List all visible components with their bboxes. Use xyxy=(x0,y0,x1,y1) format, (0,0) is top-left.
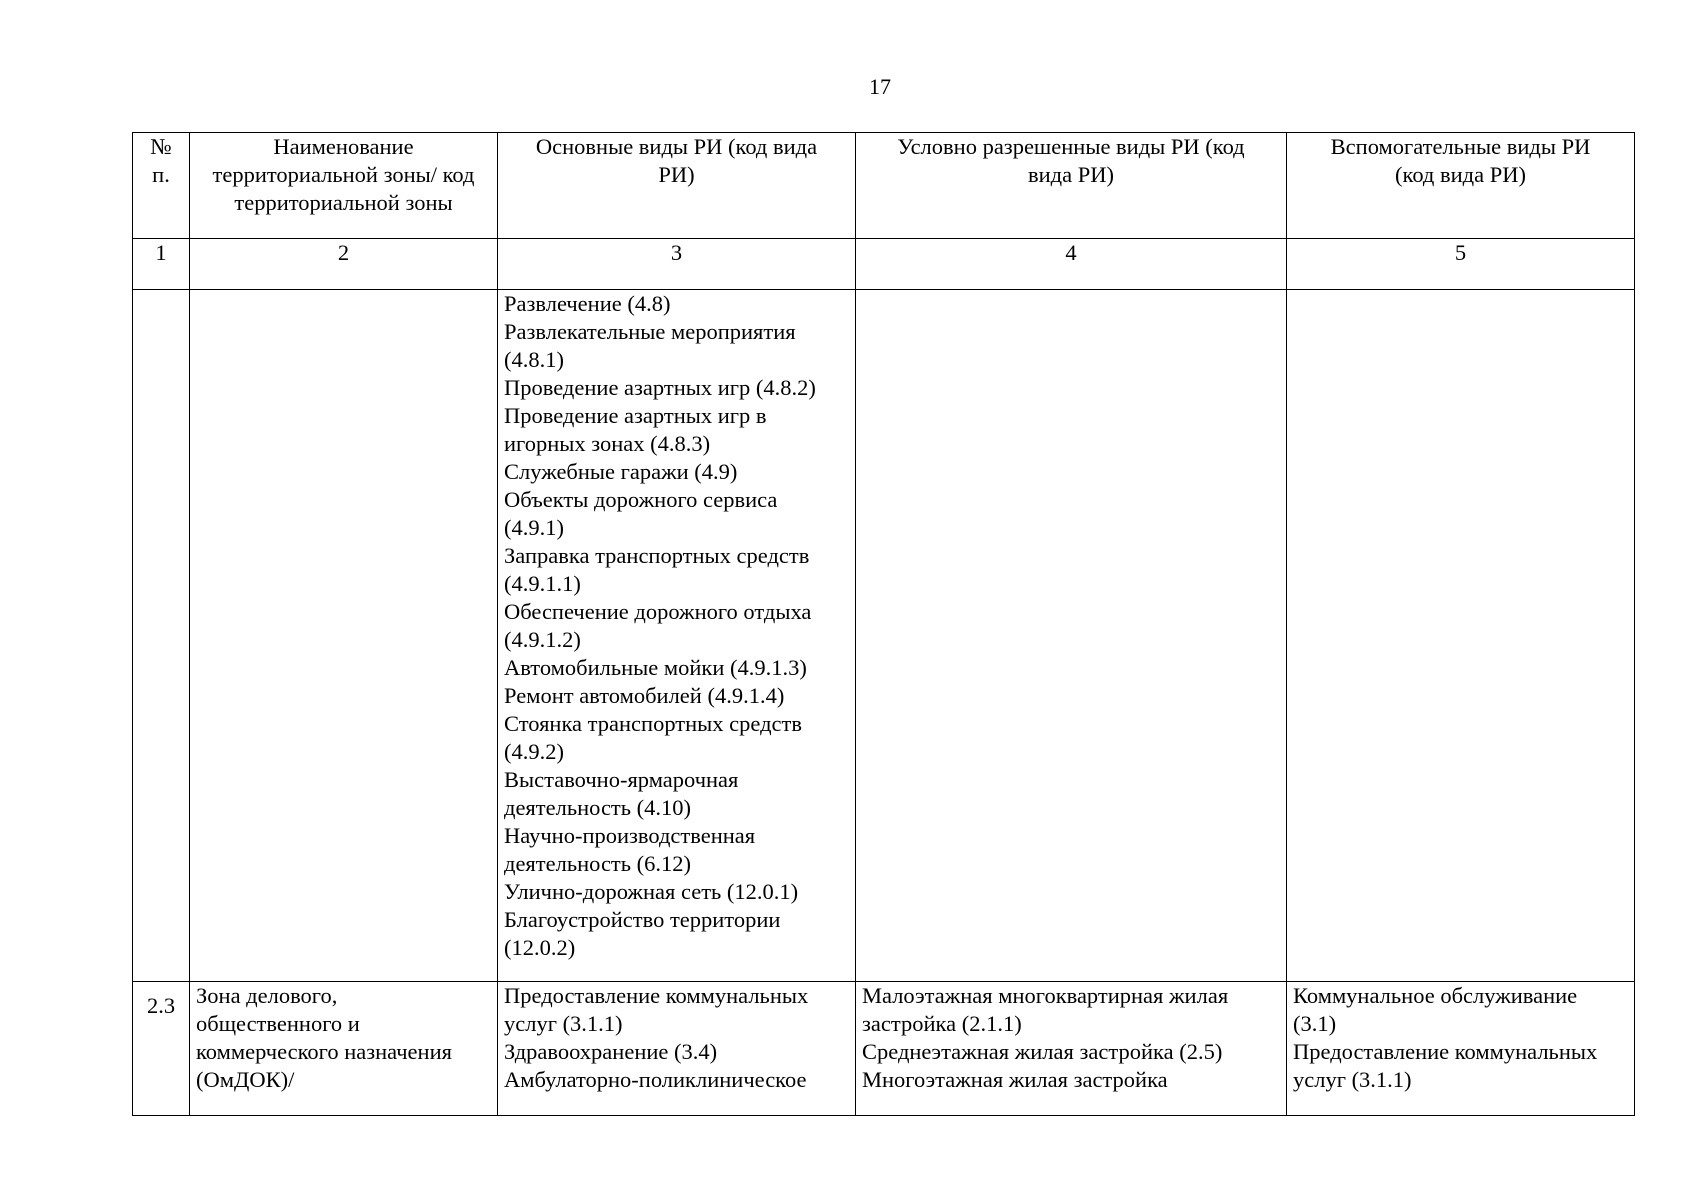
column-number: 4 xyxy=(856,239,1287,290)
column-number: 3 xyxy=(498,239,856,290)
text-line: Вспомогательные виды РИ xyxy=(1330,134,1591,159)
text-line: (4.9.1) xyxy=(504,515,564,540)
text-line: Служебные гаражи (4.9) xyxy=(504,459,738,484)
text-line: Стоянка транспортных средств xyxy=(504,711,802,736)
text-line: территориальной зоны/ код xyxy=(212,162,475,187)
cell-empty xyxy=(133,290,190,982)
text-line: Предоставление коммунальных xyxy=(1293,1039,1598,1064)
text-line: Среднеэтажная жилая застройка (2.5) xyxy=(862,1039,1223,1064)
text-line: Научно-производственная xyxy=(504,823,756,848)
cell-empty xyxy=(1287,290,1635,982)
header-cell-num xyxy=(133,133,190,239)
text-line: Развлекательные мероприятия xyxy=(504,319,796,344)
text-line: услуг (3.1.1) xyxy=(1293,1067,1412,1092)
cell-empty xyxy=(856,290,1287,982)
text-line: общественного и xyxy=(196,1011,360,1036)
continuation-row xyxy=(133,290,1635,982)
header-row xyxy=(133,133,1635,239)
text-line: застройка (2.1.1) xyxy=(862,1011,1022,1036)
text-line: деятельность (6.12) xyxy=(504,851,692,876)
text-line: Многоэтажная жилая застройка xyxy=(862,1067,1168,1092)
text-line: Заправка транспортных средств xyxy=(504,543,810,568)
text-line: Коммунальное обслуживание xyxy=(1293,983,1578,1008)
text-line: Ремонт автомобилей (4.9.1.4) xyxy=(504,683,785,708)
cell-empty xyxy=(190,290,498,982)
row-number: 2.3 xyxy=(133,982,190,1116)
text-line: Амбулаторно-поликлиническое xyxy=(504,1067,807,1092)
text-line: Автомобильные мойки (4.9.1.3) xyxy=(504,655,807,680)
cell-zone-name xyxy=(190,982,498,1116)
text-line: № xyxy=(150,134,172,159)
text-line: (4.9.1.2) xyxy=(504,627,581,652)
text-line: РИ) xyxy=(658,162,695,187)
cell-auxiliary-uses-list xyxy=(1287,982,1635,1116)
text-line: (12.0.2) xyxy=(504,935,576,960)
cell-main-uses-list xyxy=(498,290,856,982)
column-number: 2 xyxy=(190,239,498,290)
text-line: Благоустройство территории xyxy=(504,907,781,932)
text-line: Обеспечение дорожного отдыха xyxy=(504,599,812,624)
cell-main-uses-list xyxy=(498,982,856,1116)
column-number-row xyxy=(133,239,1635,290)
text-line: Предоставление коммунальных xyxy=(504,983,809,1008)
text-line: (4.9.2) xyxy=(504,739,564,764)
text-line: Развлечение (4.8) xyxy=(504,291,671,316)
header-cell-zone-name xyxy=(190,133,498,239)
header-cell-main-uses xyxy=(498,133,856,239)
text-line: Улично-дорожная сеть (12.0.1) xyxy=(504,879,799,904)
page-number: 17 xyxy=(869,74,891,99)
header-cell-conditional-uses xyxy=(856,133,1287,239)
column-number: 1 xyxy=(133,239,190,290)
text-line: вида РИ) xyxy=(1028,162,1114,187)
text-line: (код вида РИ) xyxy=(1395,162,1526,187)
text-line: Выставочно-ярмарочная xyxy=(504,767,739,792)
text-line: Малоэтажная многоквартирная жилая xyxy=(862,983,1229,1008)
text-line: Проведение азартных игр в xyxy=(504,403,767,428)
table-row-2-3 xyxy=(133,982,1635,1116)
text-line: (3.1) xyxy=(1293,1011,1337,1036)
text-line: деятельность (4.10) xyxy=(504,795,692,820)
text-line: п. xyxy=(152,162,170,187)
text-line: Основные виды РИ (код вида xyxy=(535,134,818,159)
column-number: 5 xyxy=(1287,239,1635,290)
text-line: коммерческого назначения xyxy=(196,1039,452,1064)
text-line: (ОмДОК)/ xyxy=(196,1067,295,1092)
text-line: Зона делового, xyxy=(196,983,338,1008)
text-line: Условно разрешенные виды РИ (код xyxy=(897,134,1245,159)
text-line: (4.9.1.1) xyxy=(504,571,581,596)
text-line: услуг (3.1.1) xyxy=(504,1011,623,1036)
text-line: Проведение азартных игр (4.8.2) xyxy=(504,375,816,400)
cell-conditional-uses-list xyxy=(856,982,1287,1116)
text-line: Объекты дорожного сервиса xyxy=(504,487,778,512)
zoning-table xyxy=(132,132,1635,1116)
text-line: Наименование xyxy=(273,134,414,159)
text-line: (4.8.1) xyxy=(504,347,564,372)
text-line: территориальной зоны xyxy=(234,190,453,215)
header-cell-auxiliary-uses xyxy=(1287,133,1635,239)
text-line: игорных зонах (4.8.3) xyxy=(504,431,711,456)
text-line: Здравоохранение (3.4) xyxy=(504,1039,718,1064)
